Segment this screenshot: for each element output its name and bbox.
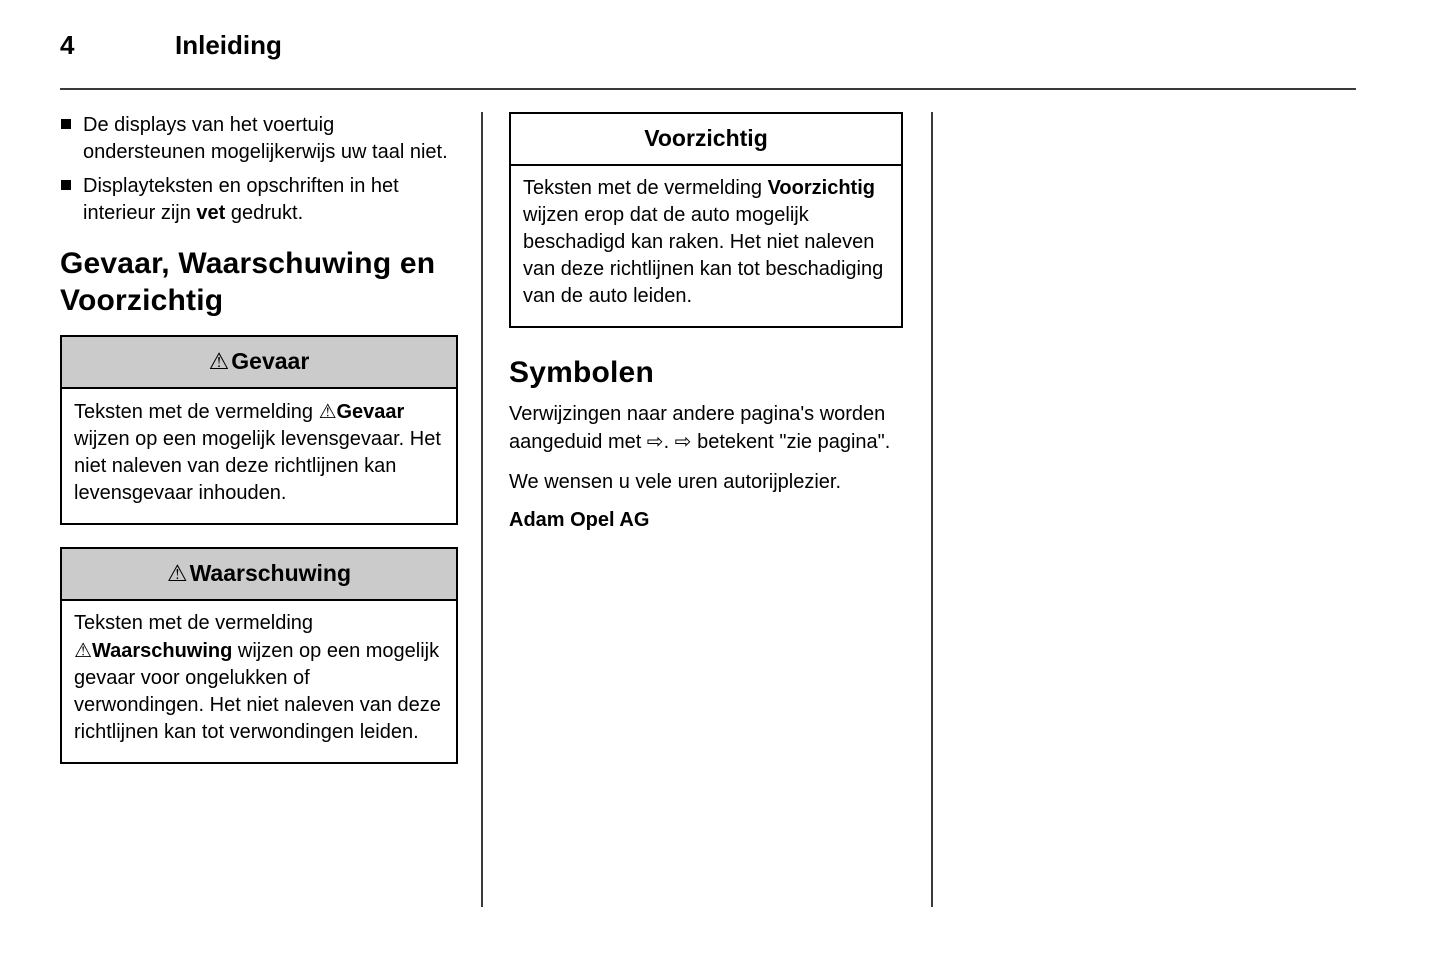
warning-triangle-icon: ⚠ xyxy=(166,561,188,587)
square-bullet-icon xyxy=(61,180,71,190)
section-heading-symbolen: Symbolen xyxy=(509,356,654,389)
warning-triangle-icon: ⚠ xyxy=(318,399,337,423)
danger-box-title: Gevaar xyxy=(231,348,310,374)
page-reference-arrow-icon: ⇨ xyxy=(674,429,692,453)
bullet-item: Displayteksten en opschriften in het interieur zijn vet gedrukt. xyxy=(60,173,458,227)
column-divider xyxy=(481,112,483,907)
danger-box-body: Teksten met de vermelding ⚠Gevaar wijzen op een mogelijk levensgevaar. Het niet naleven van deze richtlijnen kan levensgevaar inhouden. xyxy=(74,399,441,504)
column-3 xyxy=(961,112,1385,907)
warning-box-body: Teksten met de vermelding ⚠Waarschuwing wijzen op een mogelijk gevaar voor ongelukken of verwondingen. Het niet naleven van deze richtlijnen kan tot verwondingen leiden. xyxy=(74,612,441,743)
danger-box xyxy=(60,335,458,525)
warning-box-title: Waarschuwing xyxy=(189,560,352,586)
column-2 xyxy=(509,112,903,907)
symbols-paragraph: Verwijzingen naar andere pagina's worden aangeduid met ⇨. ⇨ betekent "zie pagina". xyxy=(509,403,891,453)
header-rule xyxy=(60,88,1356,90)
columns-container xyxy=(60,112,1385,907)
bullet-text: De displays van het voertuig ondersteunen mogelijkerwijs uw taal niet. xyxy=(83,114,448,163)
page-number: 4 xyxy=(60,30,75,60)
bullet-text: Displayteksten en opschriften in het interieur zijn xyxy=(83,175,399,224)
warning-triangle-icon: ⚠ xyxy=(208,349,230,375)
closing-paragraph: We wensen u vele uren autorijplezier. xyxy=(509,471,842,493)
danger-box-header xyxy=(62,337,456,389)
warning-triangle-icon: ⚠ xyxy=(74,638,92,662)
page-reference-arrow-icon: ⇨ xyxy=(646,429,664,453)
square-bullet-icon xyxy=(61,119,71,129)
caution-box-header xyxy=(511,114,901,166)
warning-box xyxy=(60,547,458,764)
section-heading-gevaar-waarschuwing-voorzichtig: Gevaar, Waarschuwing en Voorzichtig xyxy=(60,247,436,317)
column-divider xyxy=(931,112,933,907)
bullet-item xyxy=(60,112,458,166)
caution-box-title: Voorzichtig xyxy=(644,125,768,151)
column-1 xyxy=(60,112,458,907)
caution-box-body: Teksten met de vermelding Voorzichtig wijzen erop dat de auto mogelijk beschadigd kan raken. Het niet naleven van deze richtlijnen kan tot beschadiging van de auto leiden. xyxy=(523,177,884,307)
caution-box xyxy=(509,112,903,328)
signature-adam-opel-ag: Adam Opel AG xyxy=(509,509,650,531)
page-title: Inleiding xyxy=(175,30,282,60)
bullet-list xyxy=(60,112,458,227)
warning-box-header xyxy=(62,549,456,601)
page-header xyxy=(60,30,1385,70)
